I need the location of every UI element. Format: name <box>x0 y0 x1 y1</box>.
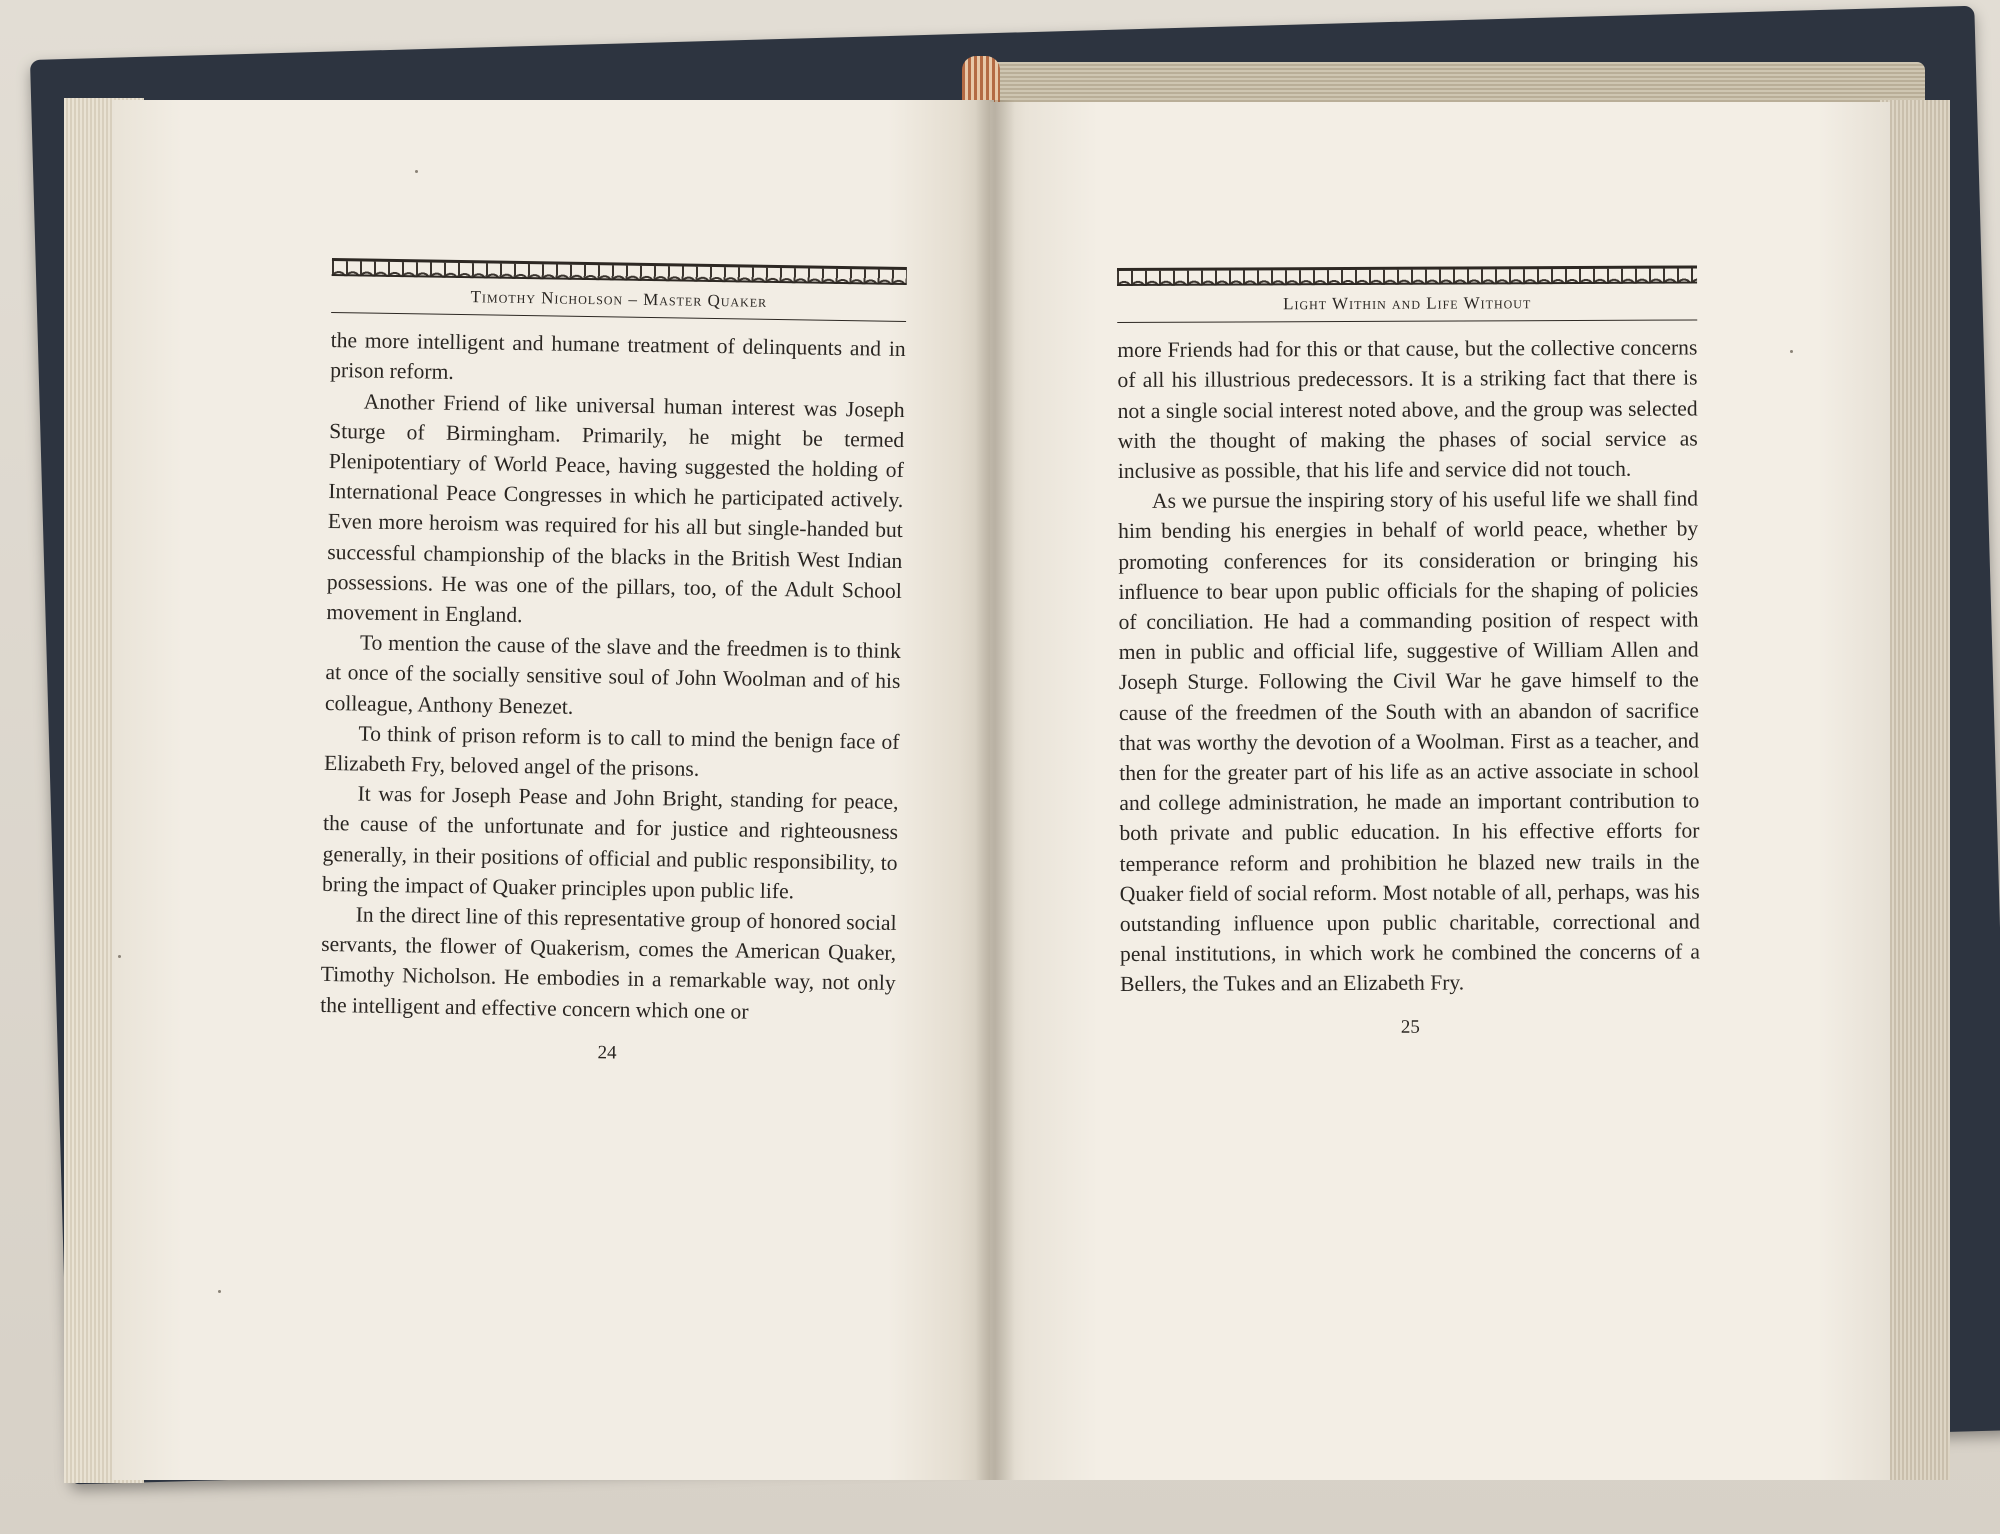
left-page-text <box>319 258 907 1073</box>
right-page-text <box>1117 265 1700 1043</box>
paragraph: It was for Joseph Pease and John Bright, standing for peace, the cause of the unfortunate and for justice and righteousness generally, in their positions of official and public responsibility, to bring the impact of Quaker principles upon public life. <box>321 781 899 904</box>
paper-speck <box>218 1290 221 1293</box>
page-stack-right <box>1880 100 1950 1480</box>
paragraph: the more intelligent and humane treatment of delinquents and in prison reform. <box>330 328 906 385</box>
paper-speck <box>1790 350 1793 353</box>
paragraph: To think of prison reform is to call to mind the benign face of Elizabeth Fry, beloved angel of the prisons. <box>323 721 900 781</box>
paragraph: As we pursue the inspiring story of his useful life we shall find him bending his energies in behalf of world peace, whether by promoting conferences for its consideration or bringing his influence to bear upon public officials for the shaping of policies of conciliation. He had a commanding position of respect with men in public and official life, suggestive of William Allen and Joseph Sturge. Following the Civil War he gave himself to the cause of the freedmen of the South with an abandon of sacrifice that was worthy the devotion of a Woolman. First as a teacher, and then for the greater part of his life as an active associate in school and college administration, he made an important contribution to both private and public education. In his effective efforts for temperance reform and prohibition he blazed new trails in the Quaker field of social reform. Most notable of all, perhaps, was his outstanding influence upon public charitable, correctional and penal institutions, in which work he combined the concerns of a Bellers, the Tukes and an Elizabeth Fry. <box>1118 486 1701 997</box>
page-number-left: 24 <box>597 1042 617 1064</box>
page-number-right: 25 <box>1400 1016 1420 1038</box>
running-head-left: Timothy Nicholson – Master Quaker <box>331 276 907 322</box>
book-gutter <box>975 100 1015 1480</box>
running-head-right: Light Within and Life Without <box>1117 283 1697 323</box>
paragraph: more Friends had for this or that cause, but the collective concerns of all his illustrious predecessors. It is a striking fact that there is not a single social interest noted above, and the group was selected with the thought of making the phases of social service as inclusive as possible, that his life and service did not touch. <box>1117 335 1698 484</box>
paragraph: To mention the cause of the slave and the freedmen is to think at once of the socially sensitive soul of John Woolman and of his colleague, Anthony Benezet. <box>324 630 902 719</box>
paper-speck <box>415 170 418 173</box>
paragraph: In the direct line of this representative group of honored social servants, the flower of Quakerism, comes the American Quaker, Timothy Nicholson. He embodies in a remarkable way, not only the intelligent and effective concern which one or <box>320 902 897 1024</box>
book-headband <box>962 56 1000 106</box>
paragraph: Another Friend of like universal human interest was Joseph Sturge of Birmingham. Primarily, he might be termed Plenipotentiary of World Peace, having suggested the holding of International Peace Congresses in which he participated actively. Even more heroism was required for his all but single-handed but successful championship of the blacks in the British West Indian possessions. He was one of the pillars, too, of the Adult School movement in England. <box>326 389 905 628</box>
paper-speck <box>118 955 121 958</box>
